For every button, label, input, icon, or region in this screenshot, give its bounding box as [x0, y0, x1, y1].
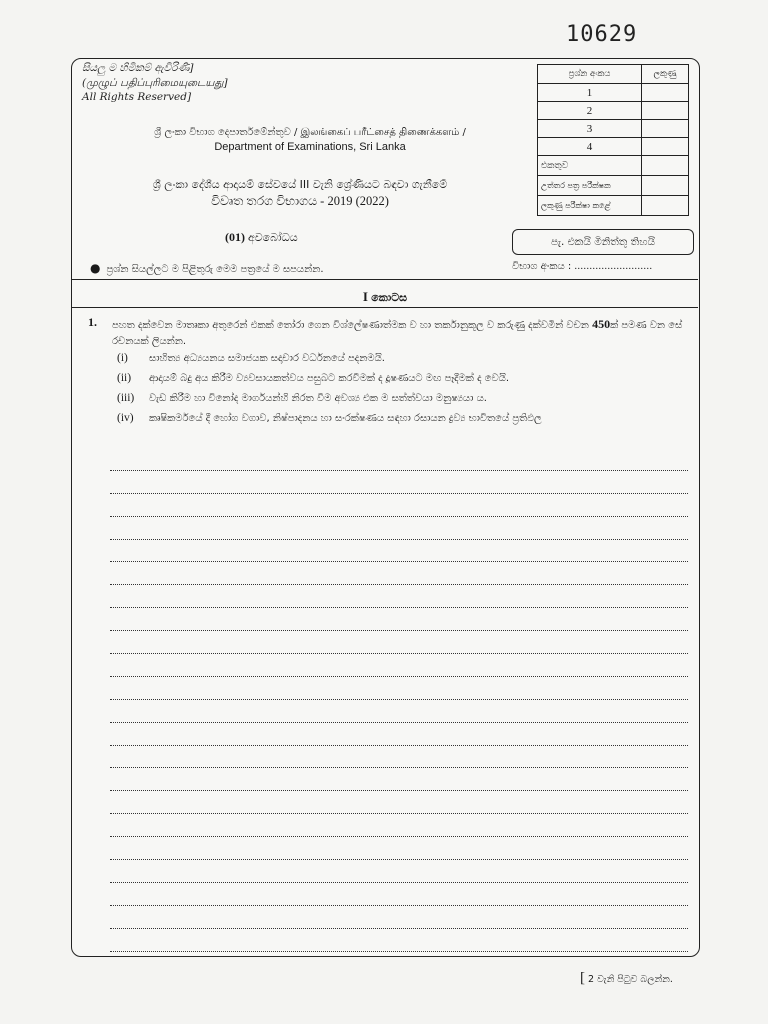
marks-total-cell: [642, 156, 689, 176]
option-number: (iv): [117, 412, 134, 424]
instruction: [90, 261, 324, 275]
paper-title: [225, 230, 298, 245]
marks-table: [537, 64, 689, 216]
footer-bracket: [: [580, 970, 585, 986]
paper-code: (01): [225, 230, 245, 244]
answer-line[interactable]: [110, 883, 688, 906]
section-roman: I: [362, 289, 368, 304]
option-text: ආදායම් බදු අය කිරීම ව්‍යවසායකත්වය පසුබට කරවීමක් ද දූෂණයට මඟ පෑදීමක් ද වෙයි.: [149, 373, 510, 384]
answer-line[interactable]: [110, 471, 688, 494]
answer-line[interactable]: [110, 723, 688, 746]
topic-option: [117, 388, 542, 408]
answer-line[interactable]: [110, 654, 688, 677]
answer-line[interactable]: [110, 700, 688, 723]
department-english: Department of Examinations, Sri Lanka: [214, 141, 406, 153]
section-heading: [72, 289, 698, 305]
answer-line[interactable]: [110, 929, 688, 952]
answer-line[interactable]: [110, 517, 688, 540]
marks-examiner-label: උත්තර පත්‍ර පරීක්ෂක: [538, 176, 642, 196]
page-footer: [580, 970, 673, 987]
answer-line[interactable]: [110, 585, 688, 608]
marks-row: [538, 138, 689, 156]
department-heading: [110, 125, 510, 155]
answer-line[interactable]: [110, 540, 688, 563]
divider: [72, 279, 698, 280]
question-text: [112, 316, 692, 350]
rights-english: All Rights Reserved]: [82, 91, 192, 103]
answer-line[interactable]: [110, 608, 688, 631]
marks-header-question: ප්‍රශ්න අංකය: [538, 65, 642, 84]
option-text: සාහිත්‍ය අධ්‍යයනය සමාජයක සදාචාර වර්ධනයේ පදනමයි.: [149, 353, 385, 364]
answer-line[interactable]: [110, 677, 688, 700]
rights-tamil: (முழுப் பதிப்புரிமையுடையது]: [82, 76, 228, 89]
answer-area[interactable]: [110, 448, 688, 952]
question-number: 1.: [88, 315, 97, 329]
index-number-blank[interactable]: ..........................: [574, 261, 653, 272]
serial-number: 10629: [566, 22, 638, 47]
word-count: 450: [592, 317, 611, 331]
answer-line[interactable]: [110, 791, 688, 814]
exam-title-line2: විවෘත තරග විභාගය - 2019 (2022): [211, 194, 389, 208]
index-number-label: විභාග අංකය :: [512, 261, 572, 272]
marks-question-number: 3: [538, 120, 642, 138]
answer-line[interactable]: [110, 448, 688, 471]
marks-row: [538, 120, 689, 138]
bullet-icon: ●: [90, 261, 101, 275]
topic-option: [117, 408, 542, 428]
marks-row: [538, 84, 689, 102]
instruction-text: ප්‍රශ්න සියල්ලට ම පිළිතුරු මෙම පත්‍රයේ ම සපයන්න.: [106, 264, 324, 275]
option-text: කෘෂිකර්මයේ දී හෝග වගාව, නිෂ්පාදනය හා සංරක්ෂණය සඳහා රසායන ද්‍රව්‍ය භාවිතයේ ප්‍රතිඵල: [149, 413, 542, 424]
rights-sinhala: සියලු ම හිමිකම් ඇවිරිණි]: [82, 62, 194, 74]
divider: [72, 307, 698, 308]
topic-options: [117, 348, 542, 428]
question-text-part: ක් පමණ වන සේ රචනයක් ලියන්න.: [112, 320, 683, 347]
marks-checker-cell: [642, 196, 689, 216]
exam-title: [90, 176, 510, 210]
answer-line[interactable]: [110, 814, 688, 837]
footer-text: 2 වැනි පිටුව බලන්න.: [588, 974, 673, 985]
marks-examiner-cell: [642, 176, 689, 196]
option-number: (i): [117, 352, 128, 364]
department-sinhala-tamil: ශ්‍රී ලංකා විභාග දෙපාර්තමේන්තුව / இலங்கைப் பரீட்சைத் திணைக்களம் /: [154, 127, 466, 138]
topic-option: [117, 348, 542, 368]
marks-question-number: 2: [538, 102, 642, 120]
marks-cell: [642, 84, 689, 102]
answer-line[interactable]: [110, 562, 688, 585]
marks-cell: [642, 138, 689, 156]
answer-line[interactable]: [110, 837, 688, 860]
question-text-part: පහත දක්වෙන මාතෘකා අතුරෙන් එකක් තෝරා ගෙන විශ්ලේෂණාත්මක ව හා තර්කානුකූල ව කරුණු දක්වමින් වචන: [112, 320, 593, 331]
marks-question-number: 4: [538, 138, 642, 156]
marks-question-number: 1: [538, 84, 642, 102]
marks-header-marks: ලකුණු: [642, 65, 689, 84]
marks-checker-label: ලකුණු පරීක්ෂා කළේ: [538, 196, 642, 216]
option-number: (ii): [117, 372, 132, 384]
answer-line[interactable]: [110, 860, 688, 883]
answer-line[interactable]: [110, 494, 688, 517]
answer-line[interactable]: [110, 768, 688, 791]
marks-total-label: එකතුව: [538, 156, 642, 176]
paper-name: අවබෝධය: [248, 231, 298, 244]
option-text: වැඩ කිරීම හා විනෝද මාර්ගයන්හි නිරත වීම අවශ්‍ය එක ම සත්ත්වයා මනුෂ්‍යයා ය.: [149, 393, 487, 404]
marks-row: [538, 102, 689, 120]
index-number-field[interactable]: [512, 261, 652, 272]
marks-cell: [642, 102, 689, 120]
duration-box: පැ. එකයි මිනිත්තු තිහයි: [512, 229, 694, 255]
section-label: කොටස: [371, 291, 408, 304]
answer-line[interactable]: [110, 746, 688, 769]
option-number: (iii): [117, 392, 135, 404]
answer-line[interactable]: [110, 906, 688, 929]
marks-cell: [642, 120, 689, 138]
topic-option: [117, 368, 542, 388]
exam-title-line1: ශ්‍රී ලංකා දේශීය ආදායම් සේවයේ III වැනි ශ්‍රේණියට බඳවා ගැනීමේ: [152, 178, 448, 191]
rights-reserved-block: [82, 61, 228, 105]
answer-line[interactable]: [110, 631, 688, 654]
